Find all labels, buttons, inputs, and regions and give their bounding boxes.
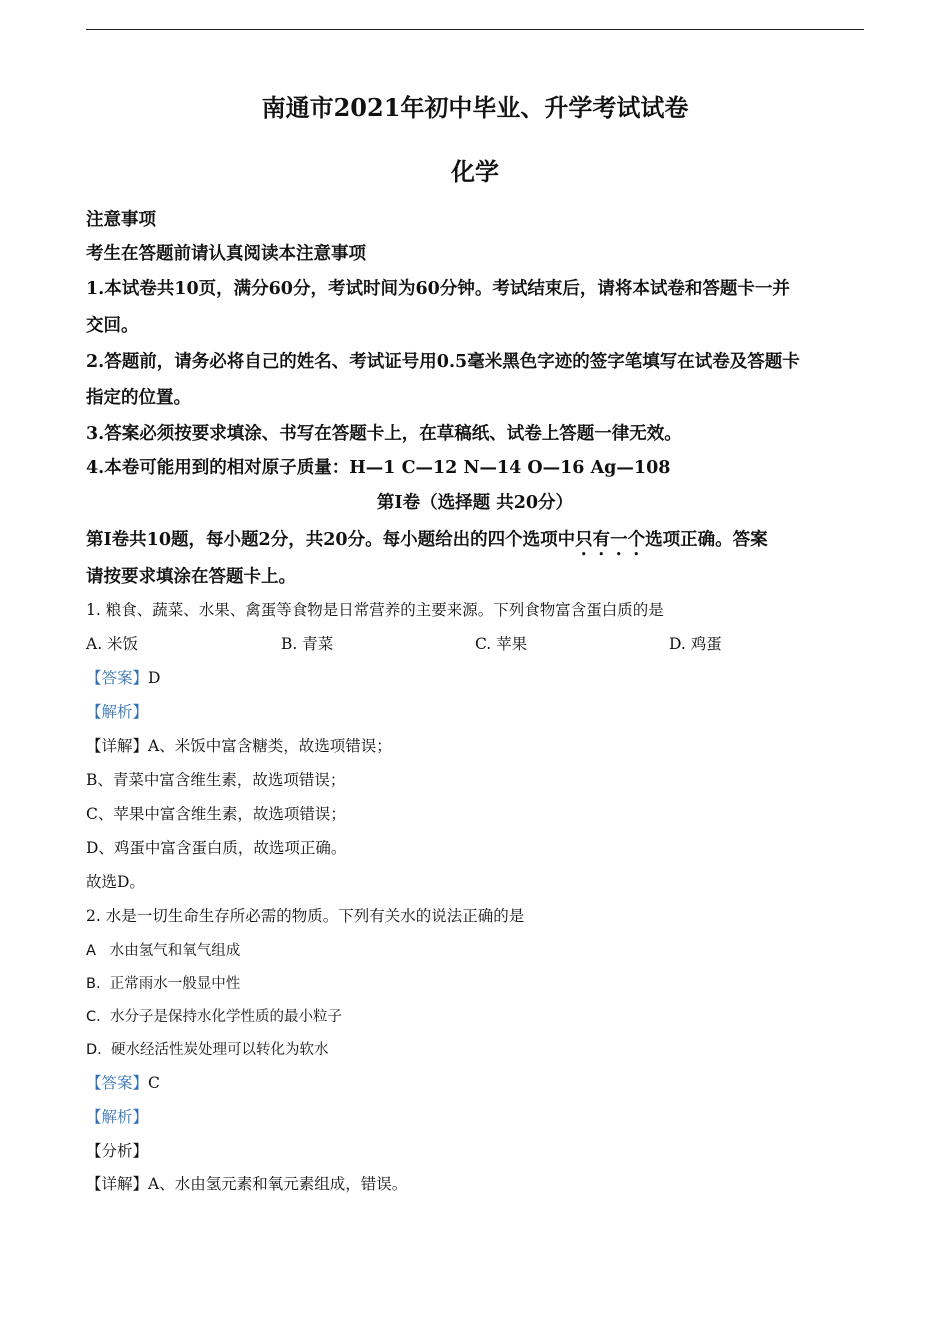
question-2-detail bbox=[86, 1172, 407, 1194]
question-1-stem: 1. 粮食、蔬菜、水果、禽蛋等食物是日常营养的主要来源。下列食物富含蛋白质的是 bbox=[86, 601, 664, 619]
question-2-analyze: 【分析】 bbox=[86, 1142, 149, 1160]
page-title: 南通市2021年初中毕业、升学考试试卷 bbox=[261, 93, 689, 122]
question-1-answer bbox=[86, 666, 160, 688]
analysis-label: 【解析】 bbox=[86, 1108, 149, 1126]
question-2-answer-value: C bbox=[148, 1074, 160, 1092]
question-2-analysis bbox=[86, 1105, 148, 1127]
header-rule bbox=[86, 29, 864, 30]
notice-item-1: 1.本试卷共10页，满分60分，考试时间为60分钟。考试结束后，请将本试卷和答题卡一并 bbox=[86, 279, 790, 299]
question-2-option-b: B. 正常雨水一般显中性 bbox=[86, 976, 241, 992]
question-1-option-d: D. 鸡蛋 bbox=[669, 635, 722, 653]
section-desc-part2: 选项正确。答案 bbox=[645, 530, 768, 550]
section-heading: 第Ⅰ卷（选择题 共20分） bbox=[376, 493, 574, 513]
question-1-option-b: B. 青菜 bbox=[281, 635, 334, 653]
question-1-detail-text: A、米饭中富含糖类，故选项错误； bbox=[148, 737, 392, 755]
detail-label: 【详解】 bbox=[86, 737, 149, 755]
detail-label: 【详解】 bbox=[86, 1175, 149, 1193]
analysis-label: 【解析】 bbox=[86, 703, 149, 721]
question-2-answer bbox=[86, 1071, 160, 1093]
question-1-explanation-b: B、青菜中富含维生素，故选项错误； bbox=[86, 771, 346, 789]
question-2-option-d: D. 硬水经活性炭处理可以转化为软水 bbox=[86, 1042, 329, 1058]
question-2-detail-text: A、水由氢元素和氧元素组成，错误。 bbox=[148, 1175, 408, 1193]
section-desc-emphasis: 只有一个 bbox=[575, 530, 646, 550]
question-2-stem: 2. 水是一切生命生存所必需的物质。下列有关水的说法正确的是 bbox=[86, 907, 525, 925]
notice-heading: 注意事项 bbox=[86, 210, 156, 230]
question-1-option-c: C. 苹果 bbox=[475, 635, 528, 653]
answer-label: 【答案】 bbox=[86, 1074, 149, 1092]
question-1-answer-value: D bbox=[148, 669, 161, 687]
notice-item-2-cont: 指定的位置。 bbox=[86, 388, 191, 408]
answer-label: 【答案】 bbox=[86, 669, 149, 687]
notice-item-2: 2.答题前，请务必将自己的姓名、考试证号用0.5毫米黑色字迹的签字笔填写在试卷及答题卡 bbox=[86, 352, 800, 372]
question-1-explanation-d: D、鸡蛋中富含蛋白质，故选项正确。 bbox=[86, 839, 347, 857]
question-1-explanation-c: C、苹果中富含维生素，故选项错误； bbox=[86, 805, 346, 823]
notice-item-1-cont: 交回。 bbox=[86, 316, 139, 336]
question-1-option-a: A. 米饭 bbox=[86, 635, 139, 653]
section-description bbox=[86, 526, 768, 560]
subject-title: 化学 bbox=[451, 157, 499, 186]
question-1-detail bbox=[86, 734, 392, 756]
section-description-cont: 请按要求填涂在答题卡上。 bbox=[86, 567, 296, 587]
notice-intro: 考生在答题前请认真阅读本注意事项 bbox=[86, 244, 366, 264]
question-2-option-c: C. 水分子是保持水化学性质的最小粒子 bbox=[86, 1009, 342, 1025]
notice-item-4: 4.本卷可能用到的相对原子质量：H—1 C—12 N—14 O—16 Ag—108 bbox=[86, 458, 671, 478]
question-2-option-a: A 水由氢气和氧气组成 bbox=[86, 943, 241, 959]
notice-item-3: 3.答案必须按要求填涂、书写在答题卡上，在草稿纸、试卷上答题一律无效。 bbox=[86, 424, 682, 444]
question-1-analysis bbox=[86, 700, 148, 722]
question-1-conclusion: 故选D。 bbox=[86, 873, 145, 891]
section-desc-part1: 第Ⅰ卷共10题，每小题2分，共20分。每小题给出的四个选项中 bbox=[86, 530, 576, 550]
